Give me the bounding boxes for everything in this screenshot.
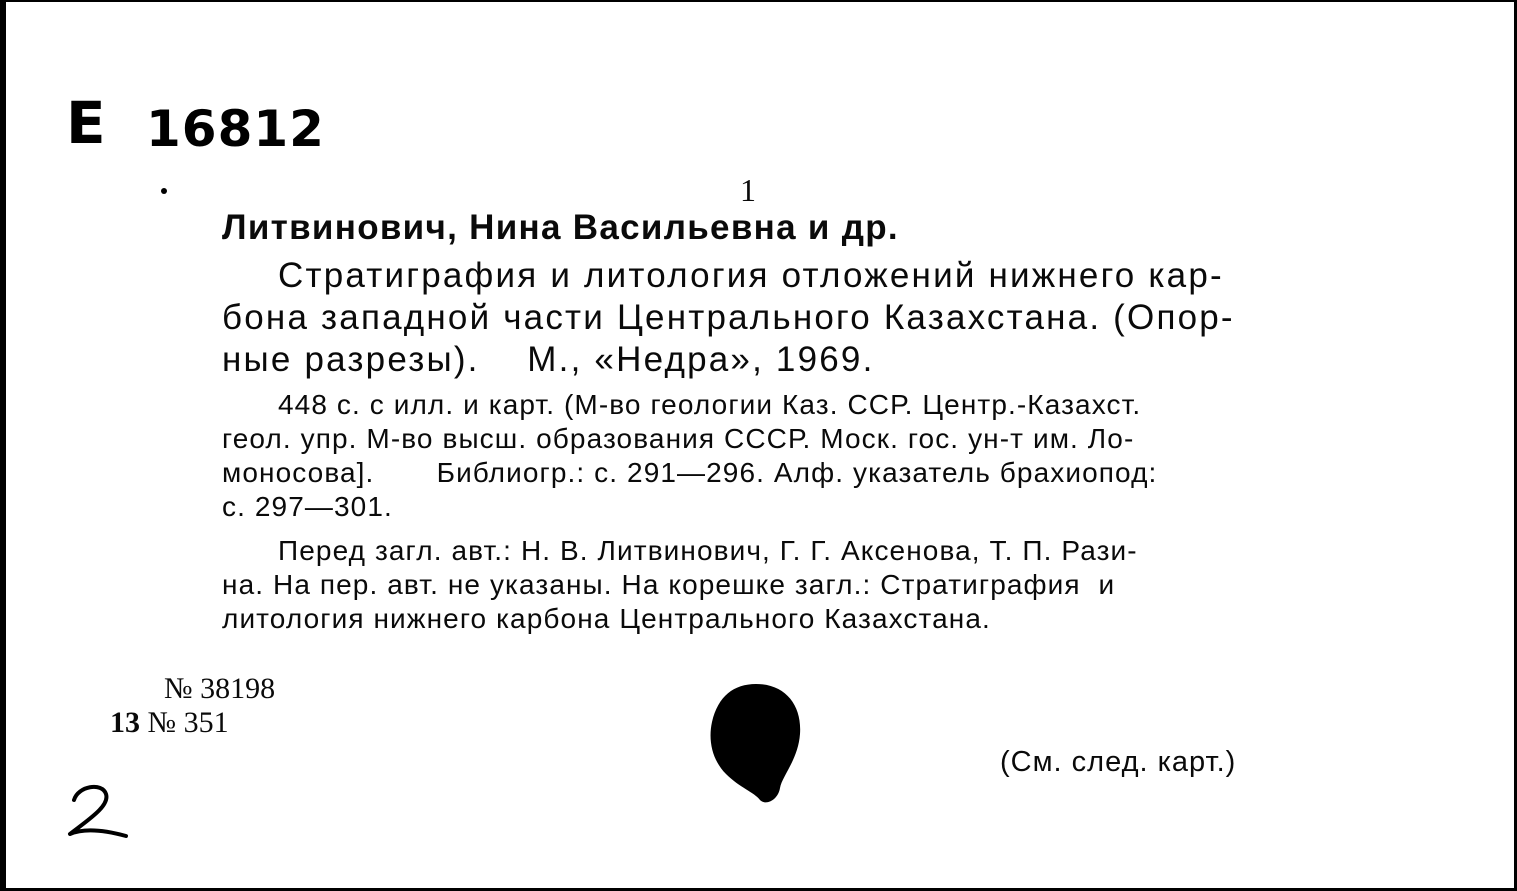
- title-line: бона западной части Центрального Казахстана. (Опор-: [222, 298, 1235, 337]
- handwritten-mark-icon: [64, 780, 134, 842]
- title-line: ные разрезы). М., «Недра», 1969.: [222, 340, 875, 379]
- note-line: моносова]. Библиогр.: с. 291—296. Алф. указатель брахиопод:: [222, 457, 1158, 488]
- note-line: литология нижнего карбона Центрального Казахстана.: [222, 603, 991, 634]
- inventory-prefix: 13: [110, 706, 140, 739]
- title-block: [222, 255, 1235, 381]
- physical-description-block: [222, 388, 1157, 524]
- ink-blot-icon: [708, 682, 804, 806]
- ink-dot: [161, 188, 167, 194]
- continued-note: (См. след. карт.): [1000, 746, 1237, 778]
- card-page-number: 1: [740, 172, 756, 208]
- authors-note-block: [222, 534, 1138, 636]
- shelf-code-number: 16812: [146, 100, 325, 158]
- shelf-code-letter: Е: [66, 89, 106, 157]
- note-line: 448 с. с илл. и карт. (М-во геологии Каз. ССР. Центр.-Казахст.: [278, 389, 1142, 420]
- note-line: с. 297—301.: [222, 491, 393, 522]
- inventory-number-secondary: [110, 706, 229, 740]
- title-line: Стратиграфия и литология отложений нижнего кар-: [278, 256, 1224, 295]
- note-line: Перед загл. авт.: Н. В. Литвинович, Г. Г. Аксенова, Т. П. Рази-: [278, 535, 1138, 566]
- note-line: на. На пер. авт. не указаны. На корешке загл.: Стратиграфия и: [222, 569, 1116, 600]
- inventory-value: № 351: [147, 706, 229, 739]
- author-heading: Литвинович, Нина Васильевна и др.: [222, 208, 899, 247]
- note-line: геол. упр. М-во высш. образования СССР. Моск. гос. ун-т им. Ло-: [222, 423, 1135, 454]
- inventory-number: № 38198: [164, 672, 276, 705]
